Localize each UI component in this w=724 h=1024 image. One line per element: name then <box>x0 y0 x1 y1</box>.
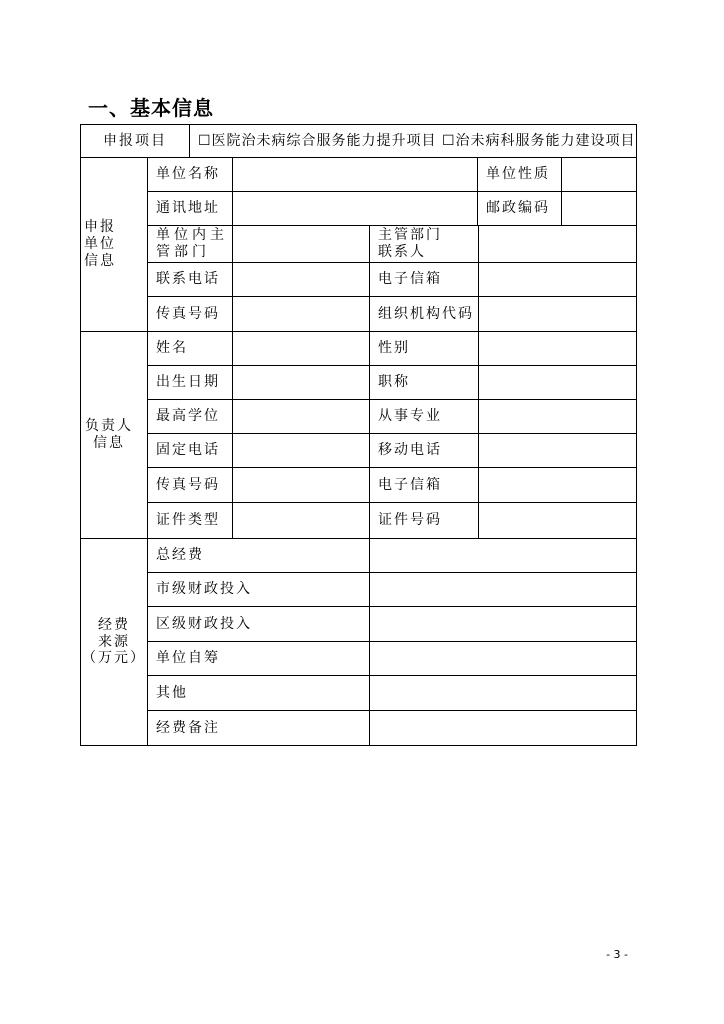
gender-value[interactable] <box>478 331 637 366</box>
total-funding-value[interactable] <box>369 538 637 573</box>
unit-name-value[interactable] <box>232 157 478 192</box>
funding-remark-value[interactable] <box>369 710 637 746</box>
degree-label: 最高学位 <box>147 399 233 434</box>
major-label: 从事专业 <box>369 399 479 434</box>
leader-email-value[interactable] <box>478 467 637 503</box>
unit-nature-label: 单位性质 <box>477 157 562 192</box>
id-type-label: 证件类型 <box>147 502 233 539</box>
supervisor-contact-label: 主管部门 联系人 <box>369 225 479 263</box>
funding-group-label: 经费 来源 （万元） <box>80 538 148 746</box>
address-label: 通讯地址 <box>147 191 233 226</box>
unit-email-value[interactable] <box>478 262 637 297</box>
mobile-value[interactable] <box>478 433 637 468</box>
mobile-label: 移动电话 <box>369 433 479 468</box>
leader-group-label: 负责人 信息 <box>80 331 148 539</box>
title-label: 职称 <box>369 365 479 400</box>
unit-fax-value[interactable] <box>232 296 370 332</box>
title-value[interactable] <box>478 365 637 400</box>
leader-fax-value[interactable] <box>232 467 370 503</box>
other-funding-label: 其他 <box>147 675 370 711</box>
birth-label: 出生日期 <box>147 365 233 400</box>
unit-group-label: 申报 单位 信息 <box>80 157 148 332</box>
address-value[interactable] <box>232 191 478 226</box>
supervisor-contact-value[interactable] <box>478 225 637 263</box>
gender-label: 性别 <box>369 331 479 366</box>
self-funding-value[interactable] <box>369 641 637 676</box>
district-funding-value[interactable] <box>369 606 637 642</box>
funding-remark-label: 经费备注 <box>147 710 370 746</box>
self-funding-label: 单位自筹 <box>147 641 370 676</box>
other-funding-value[interactable] <box>369 675 637 711</box>
project-options: ☐医院治未病综合服务能力提升项目 ☐治未病科服务能力建设项目 <box>189 124 637 158</box>
landline-value[interactable] <box>232 433 370 468</box>
degree-value[interactable] <box>232 399 370 434</box>
org-code-value[interactable] <box>478 296 637 332</box>
id-no-value[interactable] <box>478 502 637 539</box>
org-code-label: 组织机构代码 <box>369 296 479 332</box>
city-funding-value[interactable] <box>369 572 637 607</box>
id-type-value[interactable] <box>232 502 370 539</box>
unit-email-label: 电子信箱 <box>369 262 479 297</box>
district-funding-label: 区级财政投入 <box>147 606 370 642</box>
unit-phone-value[interactable] <box>232 262 370 297</box>
unit-fax-label: 传真号码 <box>147 296 233 332</box>
internal-dept-label: 单位内主 管部门 <box>147 225 233 263</box>
major-value[interactable] <box>478 399 637 434</box>
unit-nature-value[interactable] <box>561 157 637 192</box>
total-funding-label: 总经费 <box>147 538 370 573</box>
birth-value[interactable] <box>232 365 370 400</box>
postcode-value[interactable] <box>561 191 637 226</box>
unit-name-label: 单位名称 <box>147 157 233 192</box>
leader-name-label: 姓名 <box>147 331 233 366</box>
internal-dept-value[interactable] <box>232 225 370 263</box>
section-heading: 一、基本信息 <box>88 96 214 120</box>
id-no-label: 证件号码 <box>369 502 479 539</box>
page-number: - 3 - <box>606 948 628 961</box>
leader-fax-label: 传真号码 <box>147 467 233 503</box>
postcode-label: 邮政编码 <box>477 191 562 226</box>
project-label: 申报项目 <box>80 124 190 158</box>
leader-email-label: 电子信箱 <box>369 467 479 503</box>
landline-label: 固定电话 <box>147 433 233 468</box>
unit-phone-label: 联系电话 <box>147 262 233 297</box>
leader-name-value[interactable] <box>232 331 370 366</box>
city-funding-label: 市级财政投入 <box>147 572 370 607</box>
